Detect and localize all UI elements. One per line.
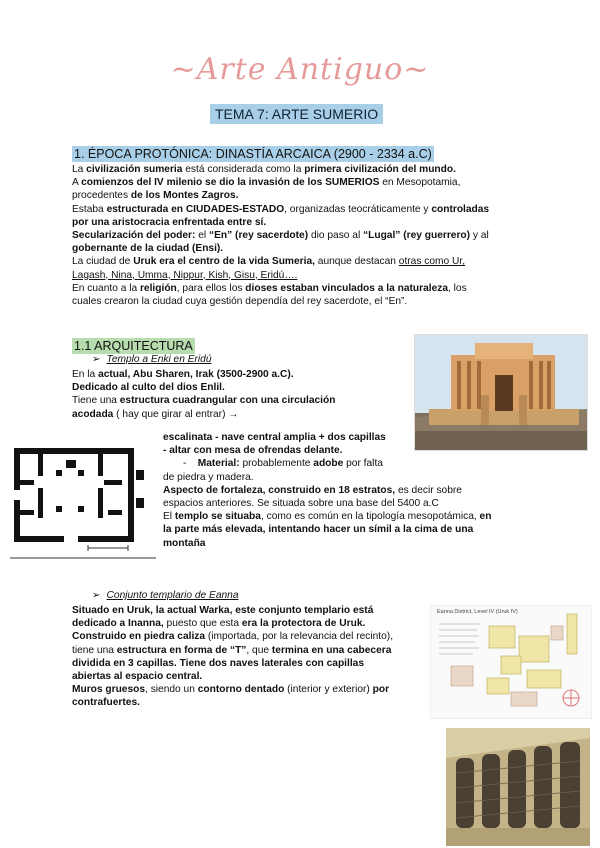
main-title: ~Arte Antiguo~	[170, 52, 430, 87]
temple-enki-floor-plan	[8, 440, 158, 565]
subheading-enki: ➢ Templo a Enki en Eridú	[92, 354, 212, 365]
line: escalinata - nave central amplia + dos capillas	[163, 432, 386, 443]
line: abiertas al espacio central.	[72, 671, 203, 683]
line: dividida en 3 capillas. Tiene dos naves laterales con capillas	[72, 657, 364, 669]
line: Estaba estructurada en CIUDADES-ESTADO, organizadas teocráticamente y controladas	[72, 203, 490, 215]
line: Muros gruesos, siendo un contorno dentado (interior y exterior) por	[72, 684, 390, 696]
line: procedentes de los Montes Zagros.	[72, 190, 239, 202]
subheading-eanna: ➢ Conjunto templario de Eanna	[92, 590, 239, 601]
line: espacios anteriores. Se situada sobre una base del 5400 a.C	[163, 498, 439, 510]
line: Tiene una estructura cuadrangular con una circulación	[72, 395, 336, 407]
line: - Material: probablemente adobe por falta	[183, 458, 383, 470]
line: contrafuertes.	[72, 697, 140, 709]
line: de piedra y madera.	[163, 471, 254, 483]
eanna-body	[72, 604, 432, 710]
line: Dedicado al culto del dios Enlil.	[72, 382, 225, 394]
temple-illustration	[415, 335, 587, 450]
line: por una aristocracia enfrentada entre sí.	[72, 216, 267, 228]
tema-heading: TEMA 7: ARTE SUMERIO	[210, 104, 383, 124]
line: A comienzos del IV milenio se dio la invasión de los SUMERIOS en Mesopotamia,	[72, 177, 461, 189]
line: En la actual, Abu Sharen, Irak (3500-2900 a.C).	[72, 369, 294, 380]
arrow-bullet-icon: ➢	[92, 354, 101, 365]
line: montaña	[163, 537, 206, 549]
arrow-bullet-icon: ➢	[92, 590, 101, 601]
line: Lagash, Nina, Umma, Nippur, Kish, Gisu, Eridú….	[72, 269, 298, 281]
line: acodada ( hay que girar al entrar) →	[72, 408, 239, 420]
line: - altar con mesa de ofrendas delante.	[163, 445, 343, 457]
line: Secularización del poder: el “En” (rey sacerdote) dio paso al “Lugal” (rey guerrero) y al	[72, 230, 489, 242]
line: La civilización sumeria está considerada como la primera civilización del mundo.	[72, 164, 456, 175]
line: En cuanto a la religión, para ellos los dioses estaban vinculados a la naturaleza, los	[72, 282, 467, 294]
eanna-district-plan	[430, 605, 592, 719]
line: Construido en piedra caliza (importada, por la relevancia del recinto),	[72, 631, 394, 643]
enki-body-top	[72, 368, 417, 421]
line: gobernante de la ciudad (Ensi).	[72, 243, 224, 255]
plan-label: Eanna District, Level IV (Uruk IV)	[437, 609, 518, 615]
line: Aspecto de fortaleza, construido en 18 estratos, es decir sobre	[163, 484, 462, 496]
section-heading-arquitectura: 1.1 ARQUITECTURA	[74, 339, 193, 353]
section-heading-epoca: 1. ÉPOCA PROTÓNICA: DINASTÍA ARCAICA (2900 - 2334 a.C)	[74, 147, 432, 161]
line: cuales crearon la ciudad cuya gestión dependía del rey sacerdote, el “En”.	[72, 296, 408, 308]
line: Situado en Uruk, la actual Warka, este conjunto templario está	[72, 605, 374, 616]
line: dedicado a Inanna, puesto que esta era la protectora de Uruk.	[72, 618, 366, 630]
floor-plan-drawing	[8, 440, 158, 565]
eanna-walls-photo	[446, 728, 590, 846]
temple-enki-photo	[414, 334, 588, 451]
line: la parte más elevada, intentando hacer un símil a la cima de una	[163, 524, 474, 536]
walls-illustration	[446, 728, 590, 846]
line: tiene una estructura en forma de “T”, que termina en una cabecera	[72, 644, 392, 656]
section1-body	[72, 163, 532, 308]
eanna-plan-drawing	[431, 606, 591, 718]
line: La ciudad de Uruk era el centro de la vida Sumeria, aunque destacan otras como Ur,	[72, 256, 466, 268]
line: El templo se situaba, como es común en la tipología mesopotámica, en	[163, 511, 492, 523]
